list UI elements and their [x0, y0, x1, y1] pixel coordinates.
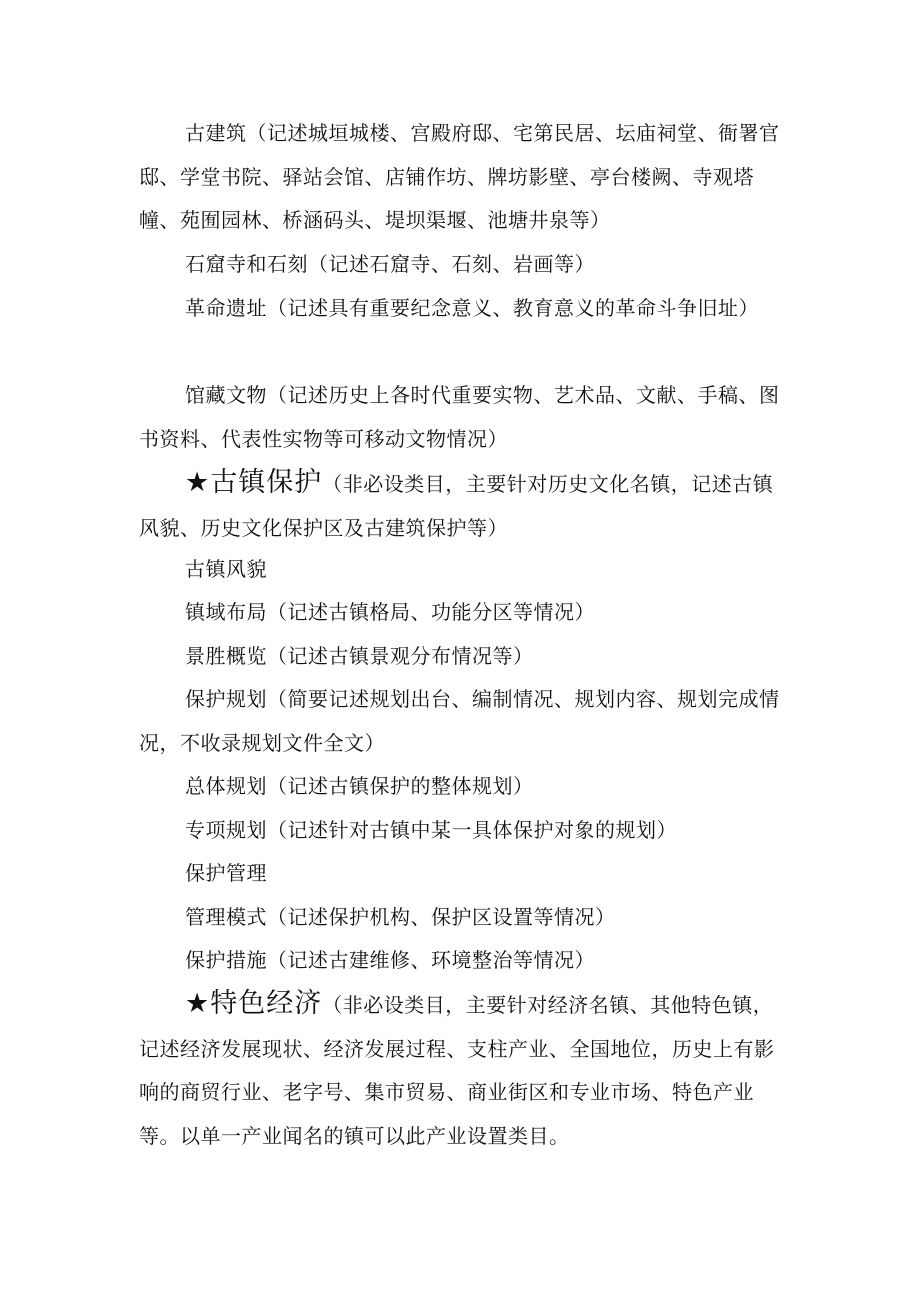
paragraph-text: 古建筑（记述城垣城楼、宫殿府邸、宅第民居、坛庙祠堂、衙署官邸、学堂书院、驿站会馆、店铺作坊、牌坊影壁、亭台楼阙、寺观塔幢、苑囿园林、桥涵码头、堤坝渠堰、池塘井泉等）	[139, 121, 780, 232]
paragraph-special-planning	[139, 809, 789, 853]
paragraph-text: 革命遗址（记述具有重要纪念意义、教育意义的革命斗争旧址）	[185, 296, 759, 320]
paragraph-text: 保护规划（简要记述规划出台、编制情况、规划内容、规划完成情况，不收录规划文件全文）	[139, 687, 780, 755]
paragraph-overall-planning	[139, 765, 789, 809]
paragraph-revolutionary-sites	[139, 287, 789, 331]
paragraph-scenic-overview	[139, 635, 789, 679]
section-heading-featured-economy	[139, 982, 789, 1158]
section-title: ★特色经济	[185, 988, 323, 1019]
section-heading-town-protection	[139, 461, 789, 550]
paragraph-text: 石窟寺和石刻（记述石窟寺、石刻、岩画等）	[185, 252, 595, 276]
paragraph-text: 总体规划（记述古镇保护的整体规划）	[185, 774, 534, 798]
section-description: （非必设类目，主要针对历史文化名镇，记述古镇风貌、历史文化保护区及古建筑保护等）	[139, 472, 774, 540]
paragraph-grottoes-stone-carvings	[139, 243, 789, 287]
paragraph-town-layout	[139, 591, 789, 635]
paragraph-collected-relics	[139, 374, 789, 461]
paragraph-text: 专项规划（记述针对古镇中某一具体保护对象的规划）	[185, 818, 677, 842]
paragraph-protection-management	[139, 852, 789, 896]
paragraph-text: 镇域布局（记述古镇格局、功能分区等情况）	[185, 600, 595, 624]
paragraph-text: 馆藏文物（记述历史上各时代重要实物、艺术品、文献、手稿、图书资料、代表性实物等可移动文物情况）	[139, 383, 780, 451]
paragraph-protection-planning	[139, 678, 789, 765]
paragraph-text: 保护管理	[185, 861, 267, 885]
section-title: ★古镇保护	[185, 467, 323, 498]
paragraph-management-mode	[139, 896, 789, 940]
paragraph-protection-measures	[139, 939, 789, 983]
paragraph-ancient-buildings	[139, 112, 789, 243]
section-description: （非必设类目，主要针对经济名镇、其他特色镇，记述经济发展现状、经济发展过程、支柱产业、全国地位，历史上有影响的商贸行业、老字号、集市贸易、商业街区和专业市场、特色产业等。以单一产业闻名的镇可以此产业设置类目。	[139, 993, 775, 1148]
paragraph-town-style	[139, 548, 789, 592]
paragraph-text: 保护措施（记述古建维修、环境整治等情况）	[185, 948, 595, 972]
paragraph-text: 管理模式（记述保护机构、保护区设置等情况）	[185, 905, 616, 929]
paragraph-text: 景胜概览（记述古镇景观分布情况等）	[185, 644, 534, 668]
paragraph-text: 古镇风貌	[185, 557, 267, 581]
